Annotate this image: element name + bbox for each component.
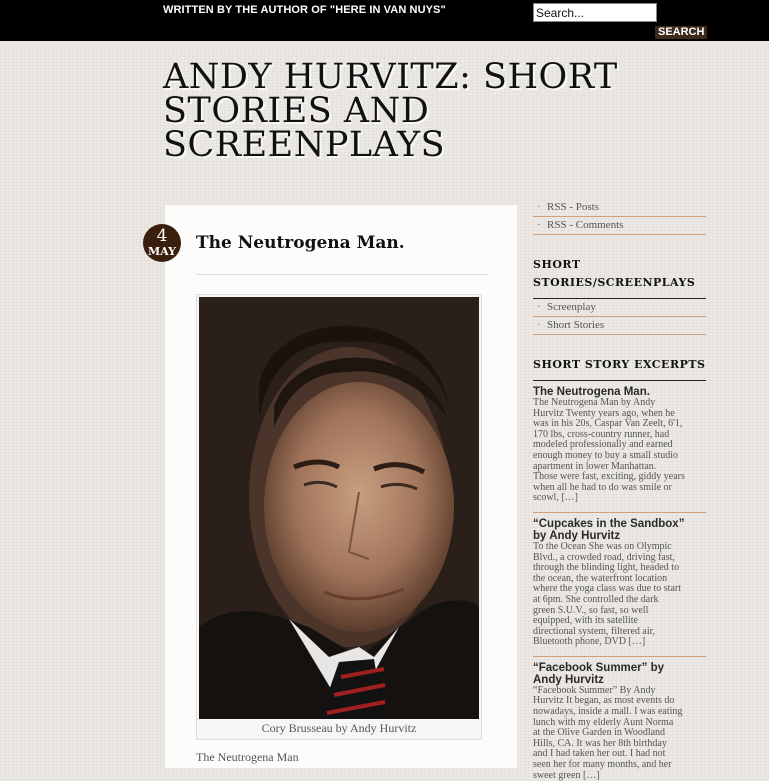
excerpt-line: and I had taken her out. I had not xyxy=(533,748,666,760)
feed-links xyxy=(533,200,706,235)
excerpt-line: Hurvitz It began, as most events do xyxy=(533,695,675,707)
excerpt-line: “Facebook Summer” By Andy xyxy=(533,684,656,696)
rss-comments-link[interactable] xyxy=(533,218,706,235)
excerpts-heading: SHORT STORY EXCERPTS xyxy=(533,358,706,371)
post-date-day: 4 xyxy=(156,226,168,246)
excerpt-line: To the Ocean She was on Olympic xyxy=(533,540,672,552)
excerpt-title-link[interactable]: The Neutrogena Man. xyxy=(533,386,650,398)
post-date-month: MAY xyxy=(147,245,176,258)
excerpt-line: Those were fast, exciting, giddy years xyxy=(533,471,685,483)
rss-posts-link[interactable] xyxy=(533,200,706,217)
excerpt-title-line: Andy Hurvitz xyxy=(533,673,604,686)
excerpt-line: green S.U.V., so fast, so well xyxy=(533,604,649,616)
excerpt-line: when all he had to do was smile or xyxy=(533,481,672,493)
divider xyxy=(533,656,706,657)
excerpt-line: modeled professionally and earned xyxy=(533,439,673,451)
excerpt-line: Bluetooth phone, DVD […] xyxy=(533,636,646,648)
excerpt-title-link[interactable] xyxy=(533,662,706,686)
excerpt-line: Hills, CA. It was her 8th birthday xyxy=(533,737,667,749)
excerpt-line: through the blinding light, headed to xyxy=(533,562,680,574)
category-short-stories[interactable] xyxy=(533,318,706,335)
excerpt-line: Blvd., a crowded road, driving fast, xyxy=(533,551,675,563)
category-screenplay[interactable] xyxy=(533,300,706,317)
excerpt-body xyxy=(533,542,706,648)
divider xyxy=(533,380,706,381)
excerpt-line: equipped, with its satellite xyxy=(533,615,638,627)
category-label: Short Stories xyxy=(547,319,605,331)
excerpt-item xyxy=(533,386,706,504)
post-title-link[interactable]: The Neutrogena Man. xyxy=(196,233,405,253)
excerpt-line: scowl, […] xyxy=(533,492,578,504)
sidebar xyxy=(533,200,706,781)
site-tagline: WRITTEN BY THE AUTHOR OF "HERE IN VAN NUYS" xyxy=(163,4,446,16)
excerpt-line: Hurvitz Twenty years ago, when he xyxy=(533,407,675,419)
bullet-icon: · xyxy=(537,219,541,231)
search-button[interactable]: SEARCH xyxy=(655,26,707,39)
bullet-icon: · xyxy=(537,201,541,213)
post-image-frame xyxy=(196,294,482,740)
categories-list xyxy=(533,300,706,335)
excerpt-line: seen her for many months, and her xyxy=(533,759,672,771)
excerpt-title-link[interactable] xyxy=(533,518,706,542)
site-title[interactable]: ANDY HURVITZ: SHORT STORIES AND SCREENPLAYS xyxy=(163,57,618,165)
excerpt-body xyxy=(533,686,706,781)
search-input[interactable] xyxy=(533,3,657,22)
excerpt-line: where the yoga class was due to start xyxy=(533,583,682,595)
excerpt-line: sweet green […] xyxy=(533,769,600,781)
categories-heading-line1: SHORT xyxy=(533,258,581,271)
divider xyxy=(533,512,706,513)
categories-heading-line2: STORIES/SCREENPLAYS xyxy=(533,276,696,289)
post-date-badge xyxy=(143,224,181,262)
image-caption: Cory Brusseau by Andy Hurvitz xyxy=(261,721,417,735)
excerpt-line: 170 lbs, cross-country runner, had xyxy=(533,428,670,440)
excerpt-line: The Neutrogena Man by Andy xyxy=(533,397,656,408)
excerpt-body xyxy=(533,398,706,504)
bullet-icon: · xyxy=(537,319,541,331)
categories-heading xyxy=(533,256,706,292)
excerpt-line: at the Olive Garden in Woodland xyxy=(533,727,666,739)
divider xyxy=(196,274,488,275)
excerpt-line: at 6pm. She controlled the dark xyxy=(533,593,659,605)
excerpt-line: nowadays, inside a mall. I was eating xyxy=(533,706,683,718)
excerpt-title-line: “Cupcakes in the Sandbox” xyxy=(533,517,685,530)
excerpt-line: enough money to buy a small studio xyxy=(533,449,678,461)
top-bar xyxy=(0,0,769,41)
excerpt-item xyxy=(533,518,706,648)
divider xyxy=(533,298,706,299)
excerpt-title-line: “Facebook Summer” by xyxy=(533,661,665,674)
excerpt-title-line: by Andy Hurvitz xyxy=(533,529,621,542)
excerpt-line: apartment in lower Manhattan. xyxy=(533,460,657,472)
post-excerpt: The Neutrogena Man xyxy=(196,750,299,764)
portrait-illustration xyxy=(199,297,479,719)
feed-link-label: RSS - Comments xyxy=(547,219,624,231)
excerpt-item xyxy=(533,662,706,781)
excerpt-line: lunch with my elderly Aunt Norma xyxy=(533,716,674,728)
category-label: Screenplay xyxy=(547,301,596,313)
post-photo[interactable] xyxy=(199,297,479,719)
bullet-icon: · xyxy=(537,301,541,313)
feed-link-label: RSS - Posts xyxy=(547,201,599,213)
excerpt-line: the ocean, the waterfront location xyxy=(533,572,668,584)
excerpt-line: directional system, filtered air, xyxy=(533,625,656,637)
excerpt-line: was in his 20s, Caspar Van Zeelt, 6'1, xyxy=(533,418,683,430)
